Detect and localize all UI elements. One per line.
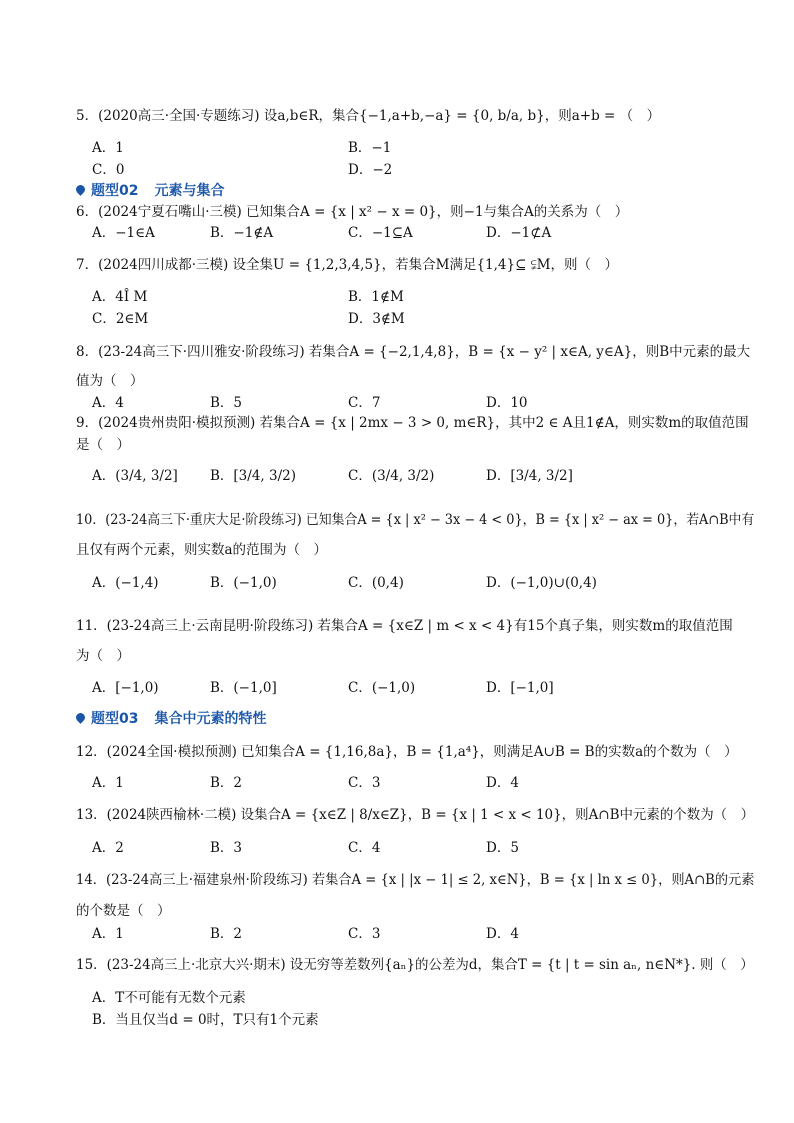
section-label: 题型03 [91, 711, 139, 727]
question-12-stem: 12．(2024全国·模拟预测) 已知集合A = {1,16,8a}，B = {1,a⁴}，则满足A∪B = B的实数a的个数为（ ） [76, 744, 738, 760]
question-6-stem: 6．(2024宁夏石嘴山·三模) 已知集合A = {x | x² − x = 0}，则−1与集合A的关系为（ ） [76, 204, 629, 220]
q11-option-a: A．[−1,0) [92, 680, 159, 696]
q7-option-b: B．1∉M [348, 289, 404, 305]
q14-option-a: A．1 [92, 926, 124, 942]
q12-option-d: D．4 [486, 775, 519, 791]
q12-option-b: B．2 [210, 775, 243, 791]
question-10-stem-cont: 且仅有两个元素，则实数a的范围为（ ） [76, 542, 328, 558]
q6-option-d: D．−1⊄A [486, 225, 552, 241]
q13-option-b: B．3 [210, 840, 243, 856]
section-title: 集合中元素的特性 [154, 711, 267, 727]
question-15-stem: 15．(23-24高三上·北京大兴·期末) 设无穷等差数列{aₙ}的公差为d，集合T = {t | t = sin aₙ, n∈N*}. 则（ ） [76, 957, 754, 973]
question-8-stem: 8．(23-24高三下·四川雅安·阶段练习) 若集合A = {−2,1,4,8}，B = {x − y² | x∈A, y∈A}，则B中元素的最大 [76, 344, 751, 360]
q8-option-b: B．5 [210, 395, 243, 411]
q9-option-c: C．(3/4, 3/2) [348, 468, 435, 484]
section-header-02 [76, 182, 224, 200]
q11-option-c: C．(−1,0) [348, 680, 416, 696]
q10-option-d: D．(−1,0)∪(0,4) [486, 575, 597, 591]
q15-option-b: B．当且仅当d = 0时，T只有1个元素 [92, 1012, 319, 1028]
question-13-stem: 13．(2024陕西榆林·二模) 设集合A = {x∈Z | 8/x∈Z}，B = {x | 1 < x < 10}，则A∩B中元素的个数为（ ） [76, 807, 755, 823]
q12-option-a: A．1 [92, 775, 124, 791]
q12-option-c: C．3 [348, 775, 381, 791]
question-8-stem-cont: 值为（ ） [76, 373, 144, 389]
q14-option-d: D．4 [486, 926, 519, 942]
q9-option-d: D．[3/4, 3/2] [486, 468, 573, 484]
q14-option-b: B．2 [210, 926, 243, 942]
section-label: 题型02 [91, 183, 139, 199]
q15-option-a: A．T不可能有无数个元素 [92, 990, 246, 1006]
q8-option-a: A．4 [92, 395, 124, 411]
location-pin-icon [74, 183, 87, 196]
q14-option-c: C．3 [348, 926, 381, 942]
q6-option-b: B．−1∉A [210, 225, 274, 241]
q5-option-a: A．1 [92, 140, 124, 156]
q10-option-a: A．(−1,4) [92, 575, 159, 591]
q10-option-c: C．(0,4) [348, 575, 404, 591]
question-9-stem-cont: 是（ ） [76, 437, 130, 453]
section-header-03 [76, 710, 266, 728]
question-7-stem: 7．(2024四川成都·三模) 设全集U = {1,2,3,4,5}，若集合M满足{1,4}⊆ ⫋M，则（ ） [76, 257, 618, 273]
q5-option-c: C．0 [92, 162, 125, 178]
q10-option-b: B．(−1,0) [210, 575, 277, 591]
q5-option-d: D．−2 [348, 162, 393, 178]
q7-option-d: D．3∉M [348, 311, 405, 327]
location-pin-icon [74, 711, 87, 724]
q13-option-d: D．5 [486, 840, 519, 856]
q7-option-a: A．4Î M [92, 289, 148, 305]
q6-option-a: A．−1∈A [92, 225, 155, 241]
question-11-stem: 11．(23-24高三上·云南昆明·阶段练习) 若集合A = {x∈Z | m < x < 4}有15个真子集，则实数m的取值范围 [76, 618, 733, 634]
q7-option-c: C．2∈M [92, 311, 149, 327]
q9-option-a: A．(3/4, 3/2] [92, 468, 178, 484]
question-10-stem: 10．(23-24高三下·重庆大足·阶段练习) 已知集合A = {x | x² − 3x − 4 < 0}，B = {x | x² − ax = 0}，若A∩B中有 [76, 512, 755, 528]
section-title: 元素与集合 [154, 183, 225, 199]
question-14-stem-cont: 的个数是（ ） [76, 903, 171, 919]
question-14-stem: 14．(23-24高三上·福建泉州·阶段练习) 若集合A = {x | |x − 1| ≤ 2, x∈N}，B = {x | ln x ≤ 0}，则A∩B的元素 [76, 872, 755, 888]
question-9-stem: 9．(2024贵州贵阳·模拟预测) 若集合A = {x | 2mx − 3 > 0, m∈R}，其中2 ∈ A且1∉A，则实数m的取值范围 [76, 415, 749, 431]
question-11-stem-cont: 为（ ） [76, 648, 130, 664]
q11-option-b: B．(−1,0] [210, 680, 277, 696]
q6-option-c: C．−1⊆A [348, 225, 413, 241]
q9-option-b: B．[3/4, 3/2) [210, 468, 296, 484]
q13-option-a: A．2 [92, 840, 124, 856]
q8-option-c: C．7 [348, 395, 381, 411]
q8-option-d: D．10 [486, 395, 528, 411]
q11-option-d: D．[−1,0] [486, 680, 554, 696]
q5-option-b: B．−1 [348, 140, 392, 156]
question-5-stem: 5．(2020高三·全国·专题练习) 设a,b∈R，集合{−1,a+b,−a} = {0, b/a, b}，则a+b = （ ） [76, 108, 661, 124]
q13-option-c: C．4 [348, 840, 381, 856]
